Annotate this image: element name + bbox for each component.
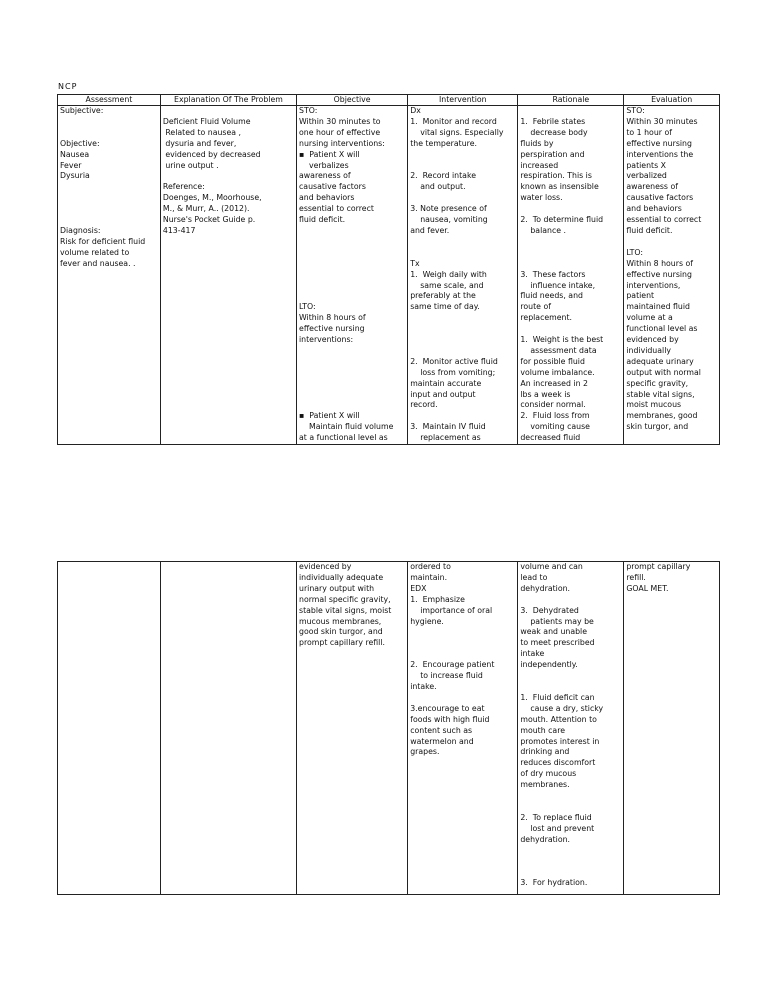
cell-line: dehydration. [520,834,571,844]
cell-line: adequate urinary [626,356,694,366]
cell-line: nursing interventions: [299,138,385,148]
cell-line: known as insensible [520,182,599,192]
cell-line [520,856,621,867]
cell-line: good skin turgor, and [299,627,383,637]
cell-line: volume and can [520,562,583,571]
cell-line: interventions: [299,335,354,345]
cell-line: decreased fluid [520,433,581,443]
cell-line [410,627,515,638]
cell-line [299,291,405,302]
objective-cell [297,106,408,445]
cell-line: replacement. [520,313,573,323]
cell-line: vital signs. Especially [420,127,504,137]
cell-line [163,106,294,117]
cell-line [520,237,621,248]
cell-line: 1. Weight is the best [520,335,604,345]
cell-line: stable vital signs, moist [299,605,392,615]
cell-line: An increased in 2 [520,378,588,388]
cell-line: ordered to [410,562,451,571]
cell-line: Within 8 hours of [626,258,694,268]
cell-line: Diagnosis: [60,225,101,235]
ncp-table-page1 [57,94,720,445]
cell-line [60,182,158,193]
assessment-cell [58,562,161,895]
cell-line: and behaviors [626,204,682,214]
cell-line: vomiting cause [530,422,590,432]
cell-line: Reference: [162,182,205,192]
cell-line: lbs a week is [520,389,571,399]
cell-line [163,171,294,182]
cell-line: Within 30 minutes [626,116,698,126]
cell-line: M., & Murr, A.. (2012). [162,204,250,214]
cell-line: interventions, [626,280,681,290]
cell-line: increased [520,160,559,170]
cell-line: 3. Maintain IV fluid [410,422,486,432]
cell-line: independently. [520,660,578,670]
cell-line: fluid needs, and [520,291,583,301]
header-intervention: Intervention [408,95,518,106]
cell-line: consider normal. [520,400,586,410]
cell-line: grapes. [410,747,440,757]
cell-line [299,368,405,379]
document-title: NCP [58,82,78,91]
cell-line: verbalizes [309,160,349,170]
cell-line: drinking and [520,747,570,757]
cell-line: fluid deficit. [626,225,673,235]
cell-line: Nausea [60,149,90,159]
cell-line: EDX [410,583,427,593]
cell-line: preferably at the [410,291,476,301]
cell-line [520,248,621,259]
cell-line: influence intake, [530,280,596,290]
cell-line: LTO: [299,302,316,312]
cell-line: reduces discomfort [520,758,596,768]
cell-line: mouth care [520,725,566,735]
cell-line [410,324,515,335]
cell-line: urinary output with [299,583,375,593]
cell-line: awareness of [626,182,678,192]
cell-line: Deficient Fluid Volume [162,116,251,126]
cell-line [520,671,621,682]
cell-line: ▪ Patient X will [299,411,360,421]
cell-line: evidenced by decreased [162,149,261,159]
cell-line [410,150,515,161]
cell-line: 3. For hydration. [520,878,588,888]
cell-line [520,259,621,270]
cell-line: importance of oral [420,605,493,615]
cell-line: output with normal [626,367,701,377]
cell-line: nausea, vomiting [420,215,488,225]
cell-line [410,346,515,357]
cell-line: 3. These factors [520,269,586,279]
cell-line [626,237,717,248]
cell-line: volume at a [626,313,673,323]
cell-line: normal specific gravity, [299,594,391,604]
cell-line: water loss. [520,193,563,203]
rationale-cell [518,562,624,895]
cell-line: and behaviors [299,193,355,203]
cell-line: effective nursing [299,324,365,334]
cell-line: cause a dry, sticky [530,703,604,713]
cell-line: ▪ Patient X will [299,149,360,159]
cell-line: lost and prevent [530,823,595,833]
cell-line: 3. Note presence of [410,204,487,214]
cell-line [520,791,621,802]
cell-line [299,346,405,357]
ncp-table-page2 [57,561,720,895]
cell-line: mucous membranes, [299,616,382,626]
cell-line: causative factors [626,193,694,203]
cell-line: intake [520,649,545,659]
cell-line: assessment data [530,345,597,355]
cell-line: perspiration and [520,149,585,159]
cell-line [410,693,515,704]
cell-line [520,204,621,215]
cell-line: respiration. This is [520,171,592,181]
cell-line: balance . [530,225,567,235]
cell-line: interventions the [626,149,694,159]
cell-line: lead to [520,572,548,582]
cell-line: effective nursing [626,138,692,148]
cell-line: fluid deficit. [299,215,346,225]
cell-line [60,193,158,204]
cell-line: 1. Emphasize [410,594,465,604]
cell-line: stable vital signs, [626,389,695,399]
explanation-cell [160,562,296,895]
header-assessment: Assessment [58,95,161,106]
cell-line: functional level as [626,324,698,334]
cell-line: causative factors [299,182,366,192]
cell-line: promotes interest in [520,736,600,746]
cell-line: specific gravity, [626,378,689,388]
cell-line: foods with high fluid [410,714,490,724]
cell-line: dehydration. [520,583,571,593]
cell-line: and fever. [410,225,450,235]
cell-line [299,259,405,270]
cell-line [299,379,405,390]
cell-line [520,595,621,606]
intervention-cell [408,562,518,895]
header-explanation: Explanation Of The Problem [160,95,296,106]
cell-line: content such as [410,725,473,735]
cell-line: dysuria and fever, [162,138,237,148]
cell-line: Objective: [60,138,100,148]
cell-line [520,802,621,813]
cell-line: the temperature. [410,138,477,148]
cell-line [299,400,405,411]
cell-line [410,411,515,422]
cell-line: replacement as [420,433,481,443]
header-rationale: Rationale [518,95,624,106]
cell-line [410,248,515,259]
cell-line [520,324,621,335]
cell-line: decrease body [530,127,588,137]
cell-line: STO: [626,106,645,115]
cell-line: volume related to [60,247,130,257]
cell-line: Fever [60,160,82,170]
cell-line: weak and unable [520,627,588,637]
explanation-cell [160,106,296,445]
table-row [58,562,720,895]
cell-line: prompt capillary [626,562,691,571]
cell-line [299,248,405,259]
cell-line: 3.encourage to eat [410,703,485,713]
cell-line: 2. Record intake [410,171,476,181]
objective-cell [297,562,408,895]
cell-line: for possible fluid [520,356,585,366]
cell-line [299,390,405,401]
cell-line: 1. Fluid deficit can [520,692,595,702]
cell-line: membranes. [520,780,570,790]
cell-line [299,357,405,368]
cell-line: patient [626,291,655,301]
cell-line: patients may be [530,616,594,626]
cell-line: Within 30 minutes to [299,116,381,126]
cell-line: to 1 hour of [626,127,672,137]
cell-line [60,204,158,215]
cell-line: 2. Monitor active fluid [410,356,498,366]
cell-line [410,161,515,172]
cell-line: 1. Weigh daily with [410,269,487,279]
cell-line: awareness of [299,171,351,181]
cell-line: membranes, good [626,411,698,421]
cell-line: refill. [626,572,646,582]
cell-line [410,313,515,324]
cell-line: patients X [626,160,666,170]
cell-line: LTO: [626,247,644,257]
cell-line: skin turgor, and [626,422,689,432]
cell-line [299,237,405,248]
cell-line: 413-417 [162,225,196,235]
evaluation-cell [624,106,720,445]
cell-line: Tx [410,258,420,268]
cell-line: Nurse's Pocket Guide p. [162,215,256,225]
cell-line: 2. To determine fluid [520,215,604,225]
cell-line [410,638,515,649]
cell-line: essential to correct [299,204,374,214]
cell-line: evidenced by [626,335,679,345]
cell-line: 2. Fluid loss from [520,411,590,421]
cell-line [520,867,621,878]
header-evaluation: Evaluation [624,95,720,106]
cell-line: input and output [410,389,476,399]
assessment-cell [58,106,161,445]
evaluation-cell [624,562,720,895]
cell-line: fluids by [520,138,554,148]
cell-line: record. [410,400,438,410]
cell-line: Doenges, M., Moorhouse, [162,193,262,203]
cell-line [410,193,515,204]
cell-line: Related to nausea , [162,127,242,137]
cell-line [299,270,405,281]
cell-line: essential to correct [626,215,702,225]
cell-line [299,226,405,237]
cell-line: Dysuria [60,171,90,181]
cell-line: and output. [420,182,466,192]
cell-line: hygiene. [410,616,444,626]
cell-line: fever and nausea. . [60,258,136,268]
header-objective: Objective [297,95,408,106]
cell-line: same scale, and [420,280,484,290]
cell-line: effective nursing [626,269,692,279]
cell-line: Within 8 hours of [299,313,366,323]
cell-line: GOAL MET. [626,583,669,593]
cell-line: 1. Febrile states [520,116,586,126]
cell-line [410,237,515,248]
cell-line: evidenced by [299,562,352,571]
cell-line: Dx [410,106,421,115]
cell-line: moist mucous [626,400,682,410]
cell-line: 3. Dehydrated [520,605,579,615]
cell-line: route of [520,302,551,312]
cell-line [520,682,621,693]
cell-line [60,215,158,226]
cell-line: individually adequate [299,572,384,582]
cell-line: individually [626,345,671,355]
cell-line [520,106,621,117]
cell-line [60,128,158,139]
cell-line: STO: [299,106,318,115]
cell-line: one hour of effective [299,127,381,137]
table-row [58,106,720,445]
intervention-cell [408,106,518,445]
cell-line: 2. Encourage patient [410,660,495,670]
rationale-cell [518,106,624,445]
cell-line [299,281,405,292]
cell-line: verbalized [626,171,667,181]
cell-line: maintained fluid [626,302,690,312]
cell-line [520,846,621,857]
cell-line: to increase fluid [420,671,483,681]
cell-line [410,335,515,346]
cell-line [410,649,515,660]
cell-line [60,117,158,128]
cell-line: 1. Monitor and record [410,116,497,126]
cell-line: volume imbalance. [520,367,595,377]
cell-line: mouth. Attention to [520,714,597,724]
cell-line: urine output . [162,160,219,170]
table-header-row [58,95,720,106]
cell-line: 2. To replace fluid [520,812,592,822]
cell-line: watermelon and [410,736,474,746]
cell-line: of dry mucous [520,769,577,779]
cell-line: prompt capillary refill. [299,638,385,648]
cell-line: to meet prescribed [520,638,595,648]
cell-line: loss from vomiting; [420,367,496,377]
cell-line: Maintain fluid volume [309,422,394,432]
cell-line: maintain accurate [410,378,482,388]
cell-line: Subjective: [60,106,104,115]
cell-line: same time of day. [410,302,480,312]
cell-line: at a functional level as [299,433,388,443]
cell-line: Risk for deficient fluid [60,236,146,246]
cell-line: maintain. [410,572,448,582]
cell-line: intake. [410,681,437,691]
